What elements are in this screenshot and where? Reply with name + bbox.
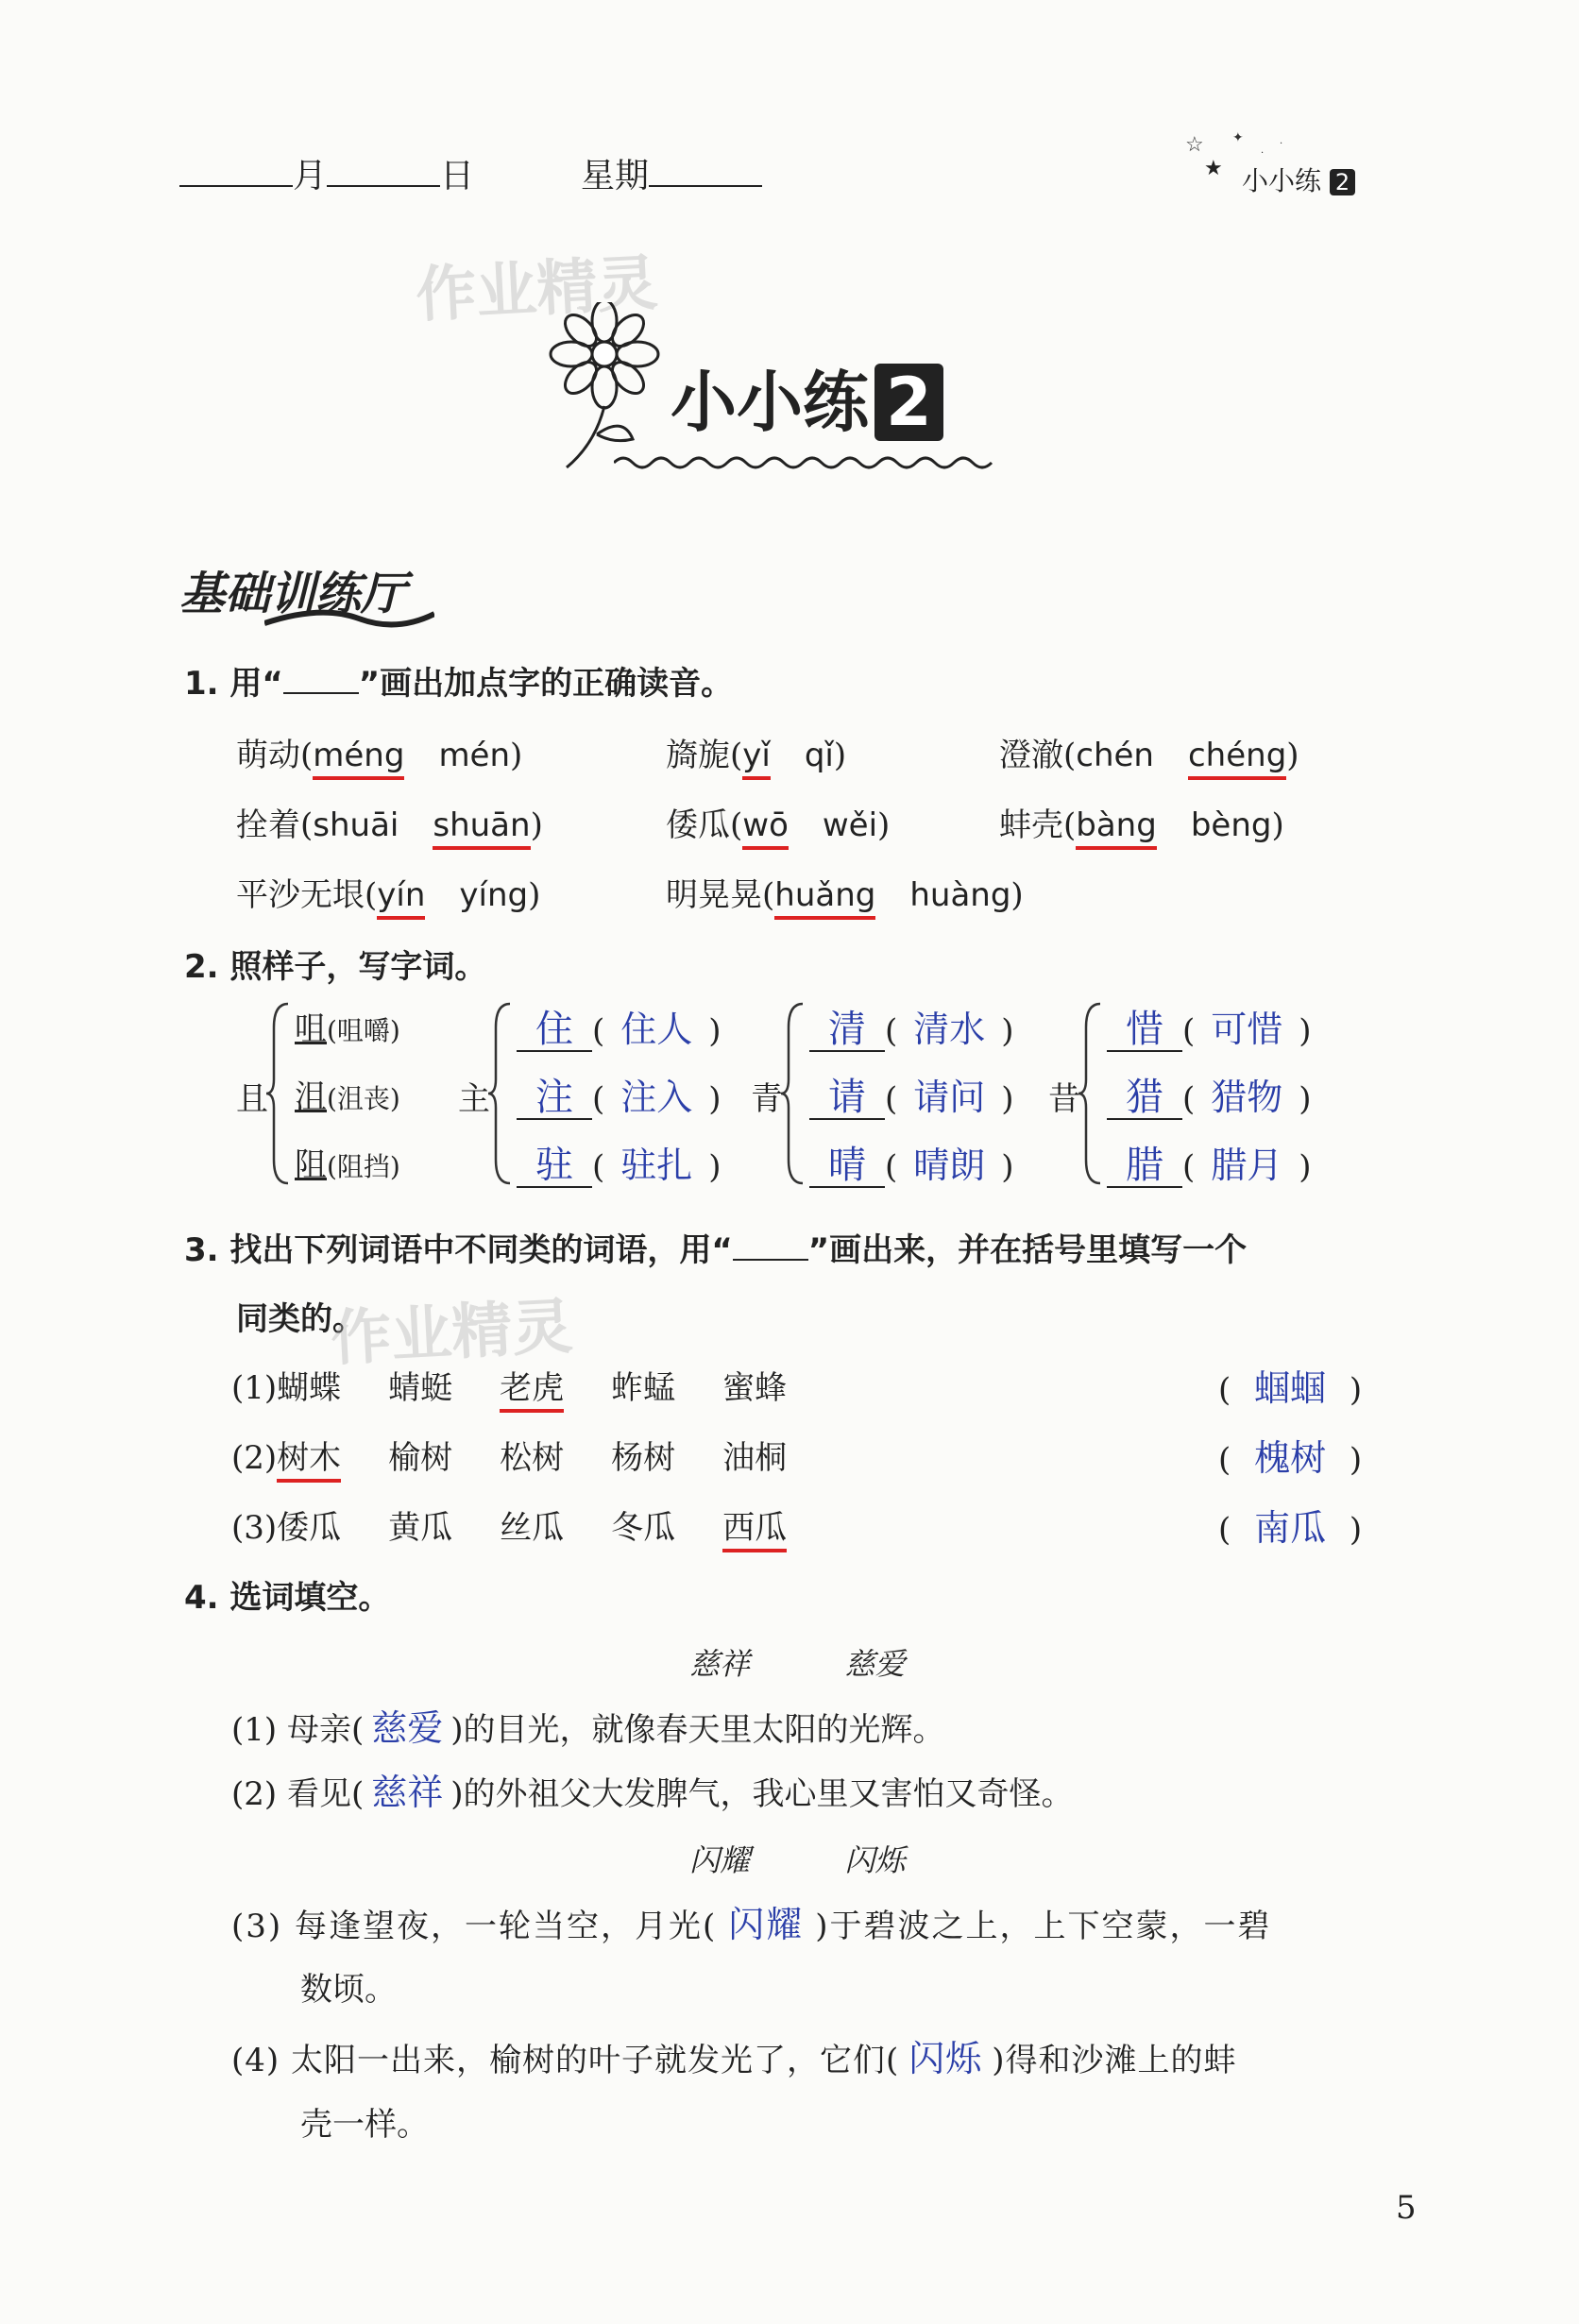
- q3-answer-box: ( 蝈蝈 ): [1218, 1367, 1363, 1409]
- q2-char-answer[interactable]: 晴: [809, 1145, 885, 1188]
- q1-word-pre: 明: [666, 876, 698, 914]
- q4-s2-pre: 看见(: [286, 1775, 365, 1813]
- q2-paren-close: ): [1299, 1148, 1312, 1186]
- q2-example-word: (沮丧): [327, 1083, 400, 1114]
- q1-paren-open: (: [365, 876, 378, 914]
- q3-answer[interactable]: 槐树: [1254, 1437, 1327, 1479]
- q3-watermark: 作业精灵: [329, 1292, 575, 1375]
- q2-paren-close: ): [1001, 1012, 1014, 1050]
- date-line: [179, 156, 762, 197]
- q2-paren-open: (: [1182, 1148, 1196, 1186]
- q4-s1-label: (1): [231, 1711, 278, 1749]
- q4-opt-2a: 闪耀: [689, 1842, 751, 1878]
- q1-option-1[interactable]: méng: [313, 737, 404, 780]
- q1-word-pre: 拴: [236, 806, 268, 844]
- page-number: 5: [1396, 2189, 1417, 2227]
- q2-row: [517, 1077, 722, 1120]
- day-blank[interactable]: [327, 185, 440, 187]
- q1-num: 1.: [184, 665, 219, 703]
- title-watermark: 作业精灵: [414, 248, 660, 331]
- q2-word-answer[interactable]: 腊月: [1211, 1145, 1283, 1186]
- q4-s3-cont: 数顷。: [300, 1971, 397, 2009]
- q1-option-2[interactable]: chéng: [1188, 737, 1286, 780]
- q3-prompt-a: 找出下列词语中不同类的词语，用“: [229, 1231, 733, 1269]
- month-blank[interactable]: [179, 185, 293, 187]
- q3-prompt: [184, 1230, 1247, 1271]
- page-title: [671, 349, 943, 445]
- q2-row: [809, 1009, 1014, 1052]
- q2-paren-close: ): [1299, 1012, 1312, 1050]
- q2-paren-close: ): [708, 1148, 722, 1186]
- q3-word[interactable]: 蚱蜢: [611, 1369, 676, 1407]
- q4-s3-answer[interactable]: 闪耀: [728, 1904, 805, 1945]
- q4-s1-pre: 母亲(: [286, 1711, 365, 1749]
- q1-item: [666, 805, 890, 846]
- weekday-blank[interactable]: [649, 185, 762, 187]
- q4-s1-post: )的目光，就像春天里太阳的光辉。: [450, 1711, 945, 1749]
- q2-word-answer[interactable]: 住人: [620, 1009, 693, 1050]
- svg-text:☆: ☆: [1185, 133, 1204, 157]
- q1-paren-open: (: [730, 806, 743, 844]
- q4-s4: [231, 2038, 1237, 2081]
- q2-paren-close: ): [708, 1080, 722, 1118]
- q1-paren-close: ): [1010, 876, 1024, 914]
- q1-paren-close: ): [877, 806, 891, 844]
- q3-answer-box: ( 槐树 ): [1218, 1437, 1363, 1479]
- q2-char-answer[interactable]: 惜: [1107, 1009, 1182, 1052]
- q1-option-2[interactable]: bèng: [1190, 806, 1272, 844]
- q2-paren-open: (: [885, 1012, 898, 1050]
- q2-row: [295, 1009, 400, 1052]
- q3-word[interactable]: 西瓜: [722, 1509, 787, 1552]
- q1-option-1[interactable]: yín: [377, 876, 425, 920]
- q1-paren-open: (: [300, 806, 314, 844]
- q3-num: 3.: [184, 1231, 219, 1269]
- q3-prompt-b: ”画出来，并在括号里填写一个: [807, 1231, 1248, 1269]
- q4-s3-post: )于碧波之上，上下空蒙，一碧: [815, 1908, 1272, 1945]
- q2-paren-open: (: [592, 1148, 605, 1186]
- q1-paren-open: (: [762, 876, 775, 914]
- q2-paren-open: (: [1182, 1080, 1196, 1118]
- q3-answer[interactable]: 南瓜: [1254, 1507, 1327, 1549]
- q4-s3-pre: 每逢望夜，一轮当空，月光(: [294, 1908, 718, 1945]
- svg-text:·: ·: [1261, 148, 1265, 159]
- q2-paren-open: (: [592, 1012, 605, 1050]
- q1-option-2[interactable]: yíng: [459, 876, 529, 914]
- q4-prompt-text: 选词填空。: [229, 1579, 391, 1617]
- q3-word[interactable]: 榆树: [388, 1439, 453, 1477]
- q1-word-post: 着: [268, 806, 300, 844]
- q2-paren-close: ): [708, 1012, 722, 1050]
- q1-word-post: 旎: [698, 737, 730, 774]
- q4-s3: [231, 1904, 1272, 1947]
- corner-badge: [1176, 113, 1384, 198]
- q1-option-1[interactable]: huǎng: [774, 876, 875, 920]
- q3-word[interactable]: 油桐: [722, 1439, 788, 1477]
- q1-word-post: 动: [268, 737, 300, 774]
- q4-s3-label: (3): [231, 1908, 283, 1945]
- q4-opt-2b: 闪烁: [844, 1842, 906, 1878]
- q3-word[interactable]: 蜻蜓: [388, 1369, 453, 1407]
- q3-word[interactable]: 倭瓜: [277, 1509, 342, 1547]
- q3-row-label: (3): [231, 1509, 278, 1547]
- q1-item: [999, 805, 1284, 846]
- q3-answer-box: ( 南瓜 ): [1218, 1507, 1363, 1549]
- q2-char-answer[interactable]: 清: [809, 1009, 885, 1052]
- q2-num: 2.: [184, 948, 219, 986]
- q2-prompt-text: 照样子，写字词。: [229, 948, 487, 986]
- q1-word-post: 垠: [332, 876, 365, 914]
- q2-row: [517, 1145, 722, 1188]
- q4-num: 4.: [184, 1579, 219, 1617]
- q3-word[interactable]: 冬瓜: [611, 1509, 676, 1547]
- q4-s4-label: (4): [231, 2042, 280, 2079]
- q1-word-post: 瓜: [698, 806, 730, 844]
- q4-s1-answer[interactable]: 慈爱: [371, 1707, 444, 1749]
- q1-word-pre: 旖: [666, 737, 698, 774]
- q4-s2-label: (2): [231, 1775, 278, 1813]
- q2-row: [295, 1077, 400, 1120]
- q1-word-pre: 萌: [236, 737, 268, 774]
- corner-num: 2: [1330, 169, 1355, 195]
- q2-char-answer[interactable]: 猎: [1107, 1077, 1182, 1120]
- q2-root-char: 且: [236, 1080, 268, 1118]
- q3-word[interactable]: 杨树: [611, 1439, 676, 1477]
- q1-option-2[interactable]: wěi: [822, 806, 878, 844]
- q2-root-char: 主: [458, 1080, 490, 1118]
- q2-root-char: 昔: [1048, 1080, 1080, 1118]
- q1-item: [666, 735, 846, 776]
- q3-row-label: (1): [231, 1369, 278, 1407]
- q3-word[interactable]: 树木: [277, 1439, 341, 1483]
- q1-option-2[interactable]: huàng: [909, 876, 1011, 914]
- q3-prompt-c: 同类的。: [236, 1300, 365, 1338]
- q3-row: [231, 1437, 834, 1479]
- month-label: 月: [293, 157, 328, 195]
- q1-item: [666, 874, 1024, 916]
- q1-prompt-b: ”画出加点字的正确读音。: [358, 665, 734, 703]
- q2-paren-open: (: [1182, 1012, 1196, 1050]
- q1-item: [999, 735, 1299, 776]
- q2-example-word: (咀嚼): [327, 1015, 400, 1046]
- day-label: 日: [440, 157, 475, 195]
- q2-row: [1107, 1145, 1312, 1188]
- q4-s2-answer[interactable]: 慈祥: [371, 1772, 444, 1813]
- q3-row: [231, 1367, 834, 1409]
- q2-row: [1107, 1077, 1312, 1120]
- q1-paren-close: ): [1271, 806, 1284, 844]
- q2-char: 沮: [295, 1078, 327, 1116]
- q1-option-2[interactable]: shuān: [433, 806, 530, 850]
- q1-option-1[interactable]: wō: [742, 806, 789, 850]
- flower-icon: [529, 302, 680, 472]
- q1-word-post: 壳: [1031, 806, 1063, 844]
- q1-option-1[interactable]: bàng: [1076, 806, 1157, 850]
- q2-word-answer[interactable]: 清水: [913, 1009, 986, 1050]
- q2-row: [517, 1009, 722, 1052]
- q1-item: [236, 805, 543, 846]
- q4-s4-post: )得和沙滩上的蚌: [992, 2042, 1237, 2079]
- q2-row: [295, 1145, 400, 1188]
- q4-options-1: [689, 1643, 905, 1685]
- q2-brace: [486, 999, 515, 1209]
- q2-char: 咀: [295, 1010, 327, 1048]
- q2-row: [1107, 1009, 1312, 1052]
- q1-paren-close: ): [530, 806, 543, 844]
- q1-prompt-a: 用“: [229, 665, 283, 703]
- page-title-text: 小小练: [671, 364, 869, 441]
- q2-prompt: [184, 946, 486, 988]
- q1-word-post: 澈: [1031, 737, 1063, 774]
- q2-brace: [264, 999, 293, 1209]
- q3-word[interactable]: 松树: [500, 1439, 565, 1477]
- q1-word-pre: 平沙无: [236, 876, 332, 914]
- q1-paren-close: ): [833, 737, 847, 774]
- q2-row: [809, 1077, 1014, 1120]
- q4-s4-pre: 太阳一出来，榆树的叶子就发光了，它们(: [290, 2042, 900, 2079]
- q4-opt-1a: 慈祥: [689, 1646, 751, 1682]
- q1-option-2[interactable]: qǐ: [804, 737, 834, 774]
- q1-paren-open: (: [300, 737, 314, 774]
- q4-prompt: [184, 1577, 390, 1619]
- svg-text:·: ·: [1280, 139, 1283, 149]
- svg-text:★: ★: [1204, 157, 1223, 180]
- corner-label: 小小练: [1242, 165, 1322, 196]
- q2-char-answer[interactable]: 住: [517, 1009, 592, 1052]
- q4-opt-1b: 慈爱: [844, 1646, 906, 1682]
- q2-char-answer[interactable]: 请: [809, 1077, 885, 1120]
- q2-paren-open: (: [885, 1148, 898, 1186]
- q2-word-answer[interactable]: 驻扎: [620, 1145, 693, 1186]
- q4-s4-cont: 壳一样。: [300, 2106, 429, 2144]
- q3-word[interactable]: 老虎: [500, 1369, 564, 1413]
- q4-s4-answer[interactable]: 闪烁: [908, 2038, 983, 2079]
- q3-row-label: (2): [231, 1439, 278, 1477]
- weekday-label: 星期: [580, 157, 649, 195]
- q2-row: [809, 1145, 1014, 1188]
- q2-paren-close: ): [1001, 1148, 1014, 1186]
- q1-prompt: [184, 663, 733, 704]
- q3-row: [231, 1507, 834, 1549]
- q1-item: [236, 735, 522, 776]
- q2-brace: [1077, 999, 1105, 1209]
- q2-word-answer[interactable]: 可惜: [1211, 1009, 1283, 1050]
- q1-paren-open: (: [730, 737, 743, 774]
- q3-word[interactable]: 黄瓜: [388, 1509, 453, 1547]
- q4-s1: [231, 1707, 945, 1751]
- banner-swoosh: [264, 604, 434, 633]
- q2-example-word: (阻挡): [327, 1151, 400, 1182]
- section-banner: 基础训练厅: [179, 568, 407, 620]
- q2-paren-open: (: [592, 1080, 605, 1118]
- q1-paren-close: ): [528, 876, 541, 914]
- q2-word-answer[interactable]: 请问: [913, 1077, 986, 1118]
- q1-option-1[interactable]: yǐ: [742, 737, 771, 780]
- q3-word[interactable]: 蜜蜂: [722, 1369, 788, 1407]
- q2-brace: [779, 999, 807, 1209]
- q3-answer[interactable]: 蝈蝈: [1254, 1367, 1327, 1409]
- q2-paren-close: ): [1299, 1080, 1312, 1118]
- q1-paren-close: ): [510, 737, 523, 774]
- q2-char-answer[interactable]: 驻: [517, 1145, 592, 1188]
- q1-paren-open: (: [1063, 806, 1077, 844]
- q3-word[interactable]: 丝瓜: [500, 1509, 565, 1547]
- q2-char-answer[interactable]: 注: [517, 1077, 592, 1120]
- q2-word-answer[interactable]: 猎物: [1211, 1077, 1283, 1118]
- q2-word-answer[interactable]: 注入: [620, 1077, 693, 1118]
- q4-s2: [231, 1772, 1074, 1815]
- q1-word-pre: 澄: [999, 737, 1031, 774]
- q1-paren-close: ): [1286, 737, 1299, 774]
- q1-item: [236, 874, 540, 916]
- q2-paren-close: ): [1001, 1080, 1014, 1118]
- q2-char: 阻: [295, 1146, 327, 1184]
- q2-root-char: 青: [751, 1080, 783, 1118]
- q2-word-answer[interactable]: 晴朗: [913, 1145, 986, 1186]
- q1-word-pre: 倭: [666, 806, 698, 844]
- q4-s2-post: )的外祖父大发脾气，我心里又害怕又奇怪。: [450, 1775, 1074, 1813]
- wave-divider: [614, 453, 1010, 472]
- q1-paren-open: (: [1063, 737, 1077, 774]
- q1-word-pre: 蚌: [999, 806, 1031, 844]
- q1-option-1[interactable]: chén: [1076, 737, 1154, 774]
- q4-options-2: [689, 1840, 905, 1881]
- q1-option-2[interactable]: mén: [438, 737, 511, 774]
- q2-char-answer[interactable]: 腊: [1107, 1145, 1182, 1188]
- svg-text:✦: ✦: [1232, 130, 1244, 145]
- q2-paren-open: (: [885, 1080, 898, 1118]
- q1-option-1[interactable]: shuāi: [313, 806, 399, 844]
- page-title-num: 2: [874, 364, 943, 441]
- q3-word[interactable]: 蝴蝶: [277, 1369, 342, 1407]
- q1-word-post: 晃晃: [698, 876, 762, 914]
